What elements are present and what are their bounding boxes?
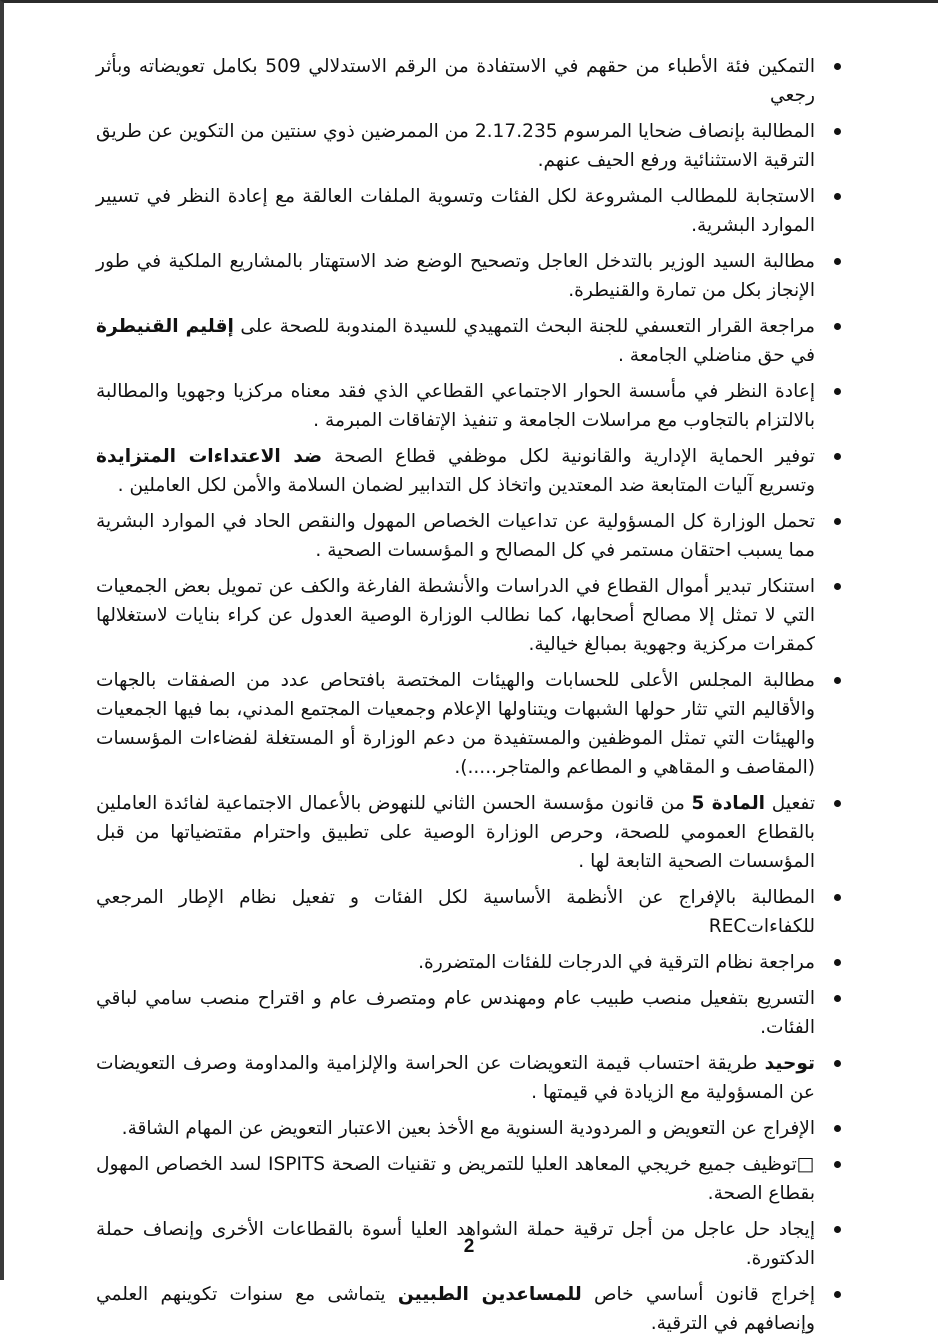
bullet-icon (834, 1125, 841, 1132)
bullet-icon (834, 193, 841, 200)
list-item: توفير الحماية الإدارية والقانونية لكل موظفي قطاع الصحة ضد الاعتداءات المتزايدة وتسريع آليات المتابعة ضد المعتدين واتخاذ كل التدابير لضمان السلامة والأمن لكل العاملين . (96, 442, 841, 500)
bullet-icon (834, 323, 841, 330)
bullet-icon (834, 388, 841, 395)
list-item: توحيد طريقة احتساب قيمة التعويضات عن الحراسة والإلزامية والمداومة وصرف التعويضات عن المسؤولية مع الزيادة في قيمتها . (96, 1049, 841, 1107)
bullet-icon (834, 1161, 841, 1168)
bullet-icon (834, 583, 841, 590)
bullet-icon (834, 800, 841, 807)
list-item: مطالبة المجلس الأعلى للحسابات والهيئات المختصة بافتحاص عدد من الصفقات بالجهات والأقاليم التي تثار حولها الشبهات ويتناولها الإعلام وجمعيات المجتمع المدني، بما فيها الجمعيات والهيئات التي تمثل الموظفين والمستفيدة من دعم الوزارة أو المستغلة لفضاءات المؤسسات (المقاصف و المقاهي و المطاعم والمتاجر.....). (96, 666, 841, 782)
list-item: إخراج قانون أساسي خاص للمساعدين الطبيين يتماشى مع سنوات تكوينهم العلمي وإنصافهم في الترقية. (96, 1280, 841, 1338)
list-item: المطالبة بالإفراج عن الأنظمة الأساسية لكل الفئات و تفعيل نظام الإطار المرجعي للكفاءاتREC (96, 883, 841, 941)
list-item: مراجعة نظام الترقية في الدرجات للفئات المتضررة. (96, 948, 841, 977)
list-item: إعادة النظر في مأسسة الحوار الاجتماعي القطاعي الذي فقد معناه مركزيا وجهويا والمطالبة بالالتزام بالتجاوب مع مراسلات الجامعة و تنفيذ الإتفاقات المبرمة . (96, 377, 841, 435)
list-item: المطالبة بإنصاف ضحايا المرسوم 2.17.235 من الممرضين ذوي سنتين من التكوين عن طريق الترقية الاستثنائية ورفع الحيف عنهم. (96, 117, 841, 175)
list-item: □توظيف جميع خريجي المعاهد العليا للتمريض و تقنيات الصحة ISPITS لسد الخصاص المهول بقطاع الصحة. (96, 1150, 841, 1208)
bullet-icon (834, 959, 841, 966)
bullet-icon (834, 63, 841, 70)
bullet-icon (834, 894, 841, 901)
demands-list (96, 52, 841, 1338)
list-item: تفعيل المادة 5 من قانون مؤسسة الحسن الثاني للنهوض بالأعمال الاجتماعية لفائدة العاملين بالقطاع العمومي للصحة، وحرص الوزارة الوصية على تطبيق واحترام مقتضياتها من قبل المؤسسات الصحية التابعة لها . (96, 789, 841, 876)
bullet-icon (834, 995, 841, 1002)
bullet-icon (834, 453, 841, 460)
bullet-icon (834, 1060, 841, 1067)
list-item: استنكار تبدير أموال القطاع في الدراسات والأنشطة الفارغة والكف عن تمويل بعض الجمعيات التي لا تمثل إلا مصالح أصحابها، كما نطالب الوزارة الوصية العدول عن كراء بنايات لاستغلالها كمقرات مركزية وجهوية بمبالغ خيالية. (96, 572, 841, 659)
document-page (96, 52, 841, 1334)
bullet-icon (834, 258, 841, 265)
bullet-icon (834, 1291, 841, 1298)
box-glyph-icon: □ (796, 1154, 815, 1175)
page-number: 2 (463, 1236, 475, 1257)
bullet-icon (834, 677, 841, 684)
bullet-icon (834, 128, 841, 135)
list-item: التمكين فئة الأطباء من حقهم في الاستفادة من الرقم الاستدلالي 509 بكامل تعويضاته وبأثر رجعي (96, 52, 841, 110)
list-item: التسريع بتفعيل منصب طبيب عام ومهندس عام ومتصرف عام و اقتراح منصب سامي لباقي الفئات. (96, 984, 841, 1042)
list-item: تحمل الوزارة كل المسؤولية عن تداعيات الخصاص المهول والنقص الحاد في الموارد البشرية مما يسبب احتقان مستمر في كل المصالح و المؤسسات الصحية . (96, 507, 841, 565)
list-item: مطالبة السيد الوزير بالتدخل العاجل وتصحيح الوضع ضد الاستهتار بالمشاريع الملكية في طور الإنجاز بكل من تمارة والقنيطرة. (96, 247, 841, 305)
list-item: الإفراج عن التعويض و المردودية السنوية مع الأخذ بعين الاعتبار التعويض عن المهام الشاقة. (96, 1114, 841, 1143)
list-item: إيجاد حل عاجل من أجل ترقية حملة الشواهد العليا أسوة بالقطاعات الأخرى وإنصاف حملة الدكتورة. (96, 1215, 841, 1273)
bullet-icon (834, 1226, 841, 1233)
list-item: الاستجابة للمطالب المشروعة لكل الفئات وتسوية الملفات العالقة مع إعادة النظر في تسيير الموارد البشرية. (96, 182, 841, 240)
bullet-icon (834, 518, 841, 525)
list-item: مراجعة القرار التعسفي للجنة البحث التمهيدي للسيدة المندوبة للصحة على إقليم القنيطرة في حق مناضلي الجامعة . (96, 312, 841, 370)
